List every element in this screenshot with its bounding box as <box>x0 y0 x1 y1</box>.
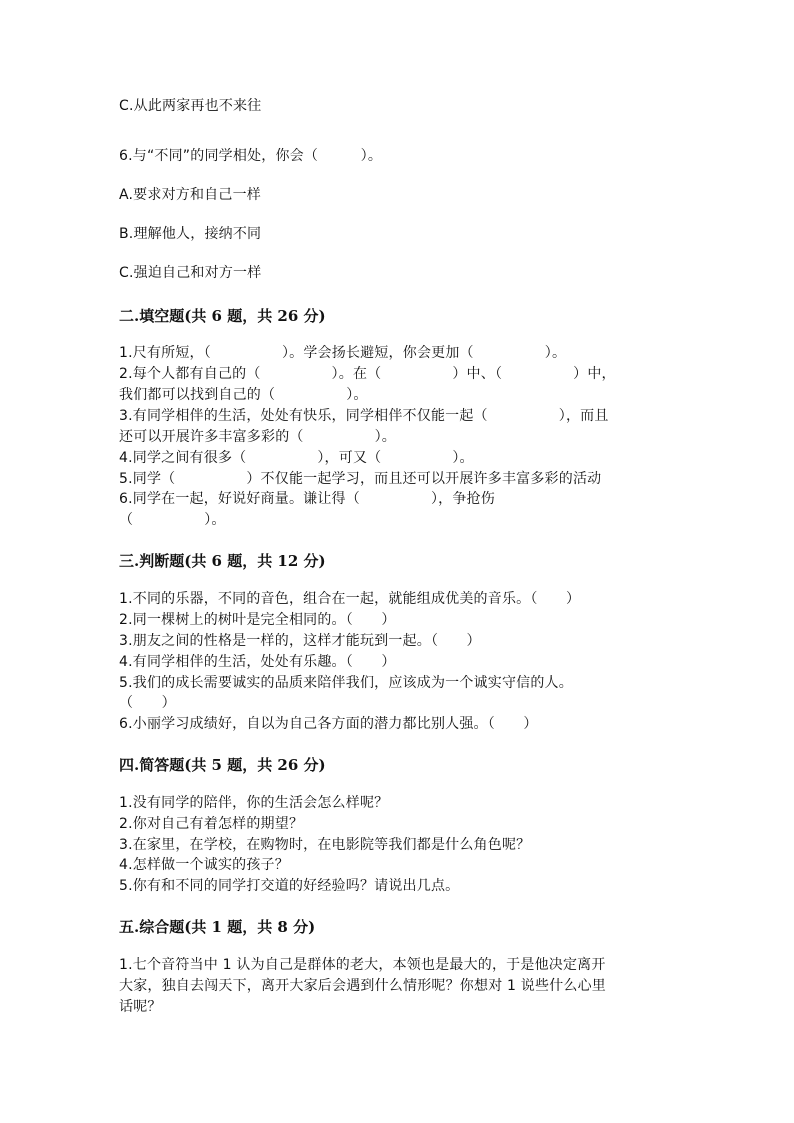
fill-line: 3.有同学相伴的生活，处处有快乐，同学相伴不仅能一起（ ），而且 <box>119 408 609 424</box>
judge-line: 6.小丽学习成绩好，自以为自己各方面的潜力都比别人强。（ ） <box>119 716 538 732</box>
q6-question: 6.与“不同”的同学相处，你会（ ）。 <box>119 148 383 164</box>
q5-option-c: C.从此两家再也不来往 <box>119 98 262 114</box>
judge-line: 5.我们的成长需要诚实的品质来陪伴我们，应该成为一个诚实守信的人。 <box>119 675 573 691</box>
fill-line: 4.同学之间有很多（ ），可又（ ）。 <box>119 450 474 466</box>
section5-heading: 五.综合题(共 1 题，共 8 分) <box>119 918 316 936</box>
comprehensive-line: 话呢？ <box>119 999 162 1015</box>
judge-line: 2.同一棵树上的树叶是完全相同的。（ ） <box>119 612 396 628</box>
fill-line: （ ）。 <box>119 512 226 528</box>
section4-heading: 四.简答题(共 5 题，共 26 分) <box>119 756 326 774</box>
short-answer-line: 5.你有和不同的同学打交道的好经验吗？请说出几点。 <box>119 878 460 894</box>
judge-line: （ ） <box>119 695 176 711</box>
q6-option-a: A.要求对方和自己一样 <box>119 187 261 203</box>
fill-line: 2.每个人都有自己的（ ）。在（ ）中、（ ）中， <box>119 366 616 382</box>
short-answer-line: 3.在家里，在学校，在购物时，在电影院等我们都是什么角色呢？ <box>119 837 531 853</box>
comprehensive-line: 1.七个音符当中 1 认为自己是群体的老大，本领也是最大的，于是他决定离开 <box>119 957 606 973</box>
fill-line: 5.同学（ ）不仅能一起学习，而且还可以开展许多丰富多彩的活动 <box>119 471 602 487</box>
fill-line: 我们都可以找到自己的（ ）。 <box>119 387 368 403</box>
judge-line: 3.朋友之间的性格是一样的，这样才能玩到一起。（ ） <box>119 633 481 649</box>
judge-line: 1.不同的乐器，不同的音色，组合在一起，就能组成优美的音乐。（ ） <box>119 591 581 607</box>
short-answer-line: 4.怎样做一个诚实的孩子？ <box>119 857 289 873</box>
q6-option-b: B.理解他人，接纳不同 <box>119 226 262 242</box>
fill-line: 还可以开展许多丰富多彩的（ ）。 <box>119 429 396 445</box>
short-answer-line: 1.没有同学的陪伴，你的生活会怎么样呢？ <box>119 795 389 811</box>
fill-line: 1.尺有所短，（ ）。学会扬长避短，你会更加（ ）。 <box>119 345 567 361</box>
fill-line: 6.同学在一起，好说好商量。谦让得（ ），争抢伤 <box>119 491 495 507</box>
section3-heading: 三.判断题(共 6 题，共 12 分) <box>119 552 326 570</box>
comprehensive-line: 大家，独自去闯天下，离开大家后会遇到什么情形呢？你想对 1 说些什么心里 <box>119 978 607 994</box>
section2-heading: 二.填空题(共 6 题，共 26 分) <box>119 307 326 325</box>
judge-line: 4.有同学相伴的生活，处处有乐趣。（ ） <box>119 654 396 670</box>
short-answer-line: 2.你对自己有着怎样的期望？ <box>119 816 304 832</box>
q6-option-c: C.强迫自己和对方一样 <box>119 265 262 281</box>
